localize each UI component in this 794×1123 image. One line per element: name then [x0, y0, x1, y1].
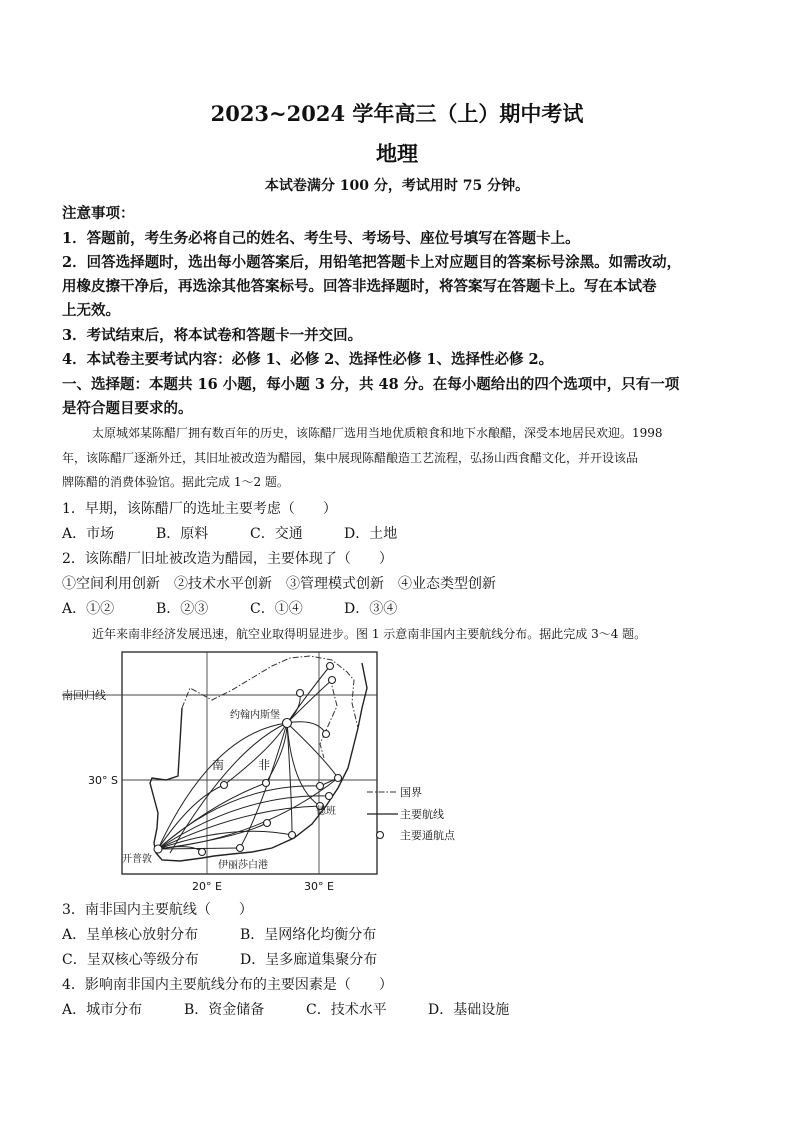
- option[interactable]: A．城市分布: [62, 1002, 143, 1018]
- country-label: 南: [212, 758, 225, 772]
- option[interactable]: C．交通: [250, 526, 303, 542]
- lon-label-20: 20° E: [192, 880, 222, 893]
- legend-airport-label: 主要通航点: [400, 829, 455, 842]
- city-label-johannesburg: 约翰内斯堡: [230, 710, 280, 721]
- city-label-port-elizabeth: 伊丽莎白港: [218, 860, 268, 871]
- passage-2: 近年来南非经济发展迅速，航空业取得明显进步。图 1 示意南非国内主要航线分布。据此完成 3～4 题。: [92, 627, 647, 641]
- airport: [326, 793, 333, 800]
- south-africa-route-map: [62, 648, 482, 896]
- option[interactable]: B．资金储备: [184, 1002, 265, 1018]
- country-label: 非: [258, 758, 271, 772]
- section-heading: 一、选择题：本题共 16 小题，每小题 3 分，共 48 分。在每小题给出的四个选项中，只有一项: [62, 376, 680, 393]
- lat-label: 30° S: [88, 774, 118, 787]
- airport: [323, 731, 330, 738]
- route: [158, 806, 320, 849]
- option[interactable]: D．基础设施: [428, 1002, 510, 1018]
- airport: [327, 663, 334, 670]
- question-3-stem: 3．南非国内主要航线（ ）: [62, 902, 253, 918]
- airport-cape-town: [154, 845, 162, 853]
- tropic-label: 南回归线: [62, 689, 106, 702]
- option[interactable]: C．技术水平: [306, 1002, 387, 1018]
- airport: [317, 783, 324, 790]
- map-frame: [122, 652, 377, 874]
- section-heading: 是符合题目要求的。: [62, 400, 193, 417]
- exam-subject: 地理: [376, 141, 418, 166]
- lon-label-30: 30° E: [304, 880, 334, 893]
- route: [287, 723, 338, 778]
- option[interactable]: B．呈网络化均衡分布: [240, 927, 377, 943]
- notice-line: 4．本试卷主要考试内容：必修 1、必修 2、选择性必修 1、选择性必修 2。: [62, 351, 554, 368]
- notice-line: 2．回答选择题时，选出每小题答案后，用铅笔把答题卡上对应题目的答案标号涂黑。如需改动，: [62, 254, 682, 271]
- question-3-options: [62, 949, 742, 969]
- airport: [289, 832, 296, 839]
- option[interactable]: C．呈双核心等级分布: [62, 952, 199, 968]
- route: [287, 666, 330, 723]
- route: [287, 723, 292, 835]
- airport: [263, 780, 270, 787]
- legend-route-label: 主要航线: [400, 808, 444, 821]
- question-2-options: [62, 598, 742, 618]
- legend-airport-symbol: [377, 832, 384, 839]
- passage-line: 年，该陈醋厂逐渐外迁，其旧址被改造为醋园，集中展现陈醋酿造工艺流程，弘扬山西食醋文化，并开设该品: [62, 451, 639, 465]
- city-label-cape-town: 开普敦: [122, 854, 152, 865]
- exam-title: 2023~2024 学年高三（上）期中考试: [210, 101, 584, 126]
- question-1-stem: 1．早期，该陈醋厂的选址主要考虑（ ）: [62, 501, 337, 517]
- option[interactable]: D．③④: [344, 601, 398, 617]
- option[interactable]: D．呈多廊道集聚分布: [240, 952, 378, 968]
- option[interactable]: B．②③: [156, 601, 209, 617]
- option[interactable]: D．土地: [344, 526, 398, 542]
- airport: [221, 782, 228, 789]
- option[interactable]: C．①④: [250, 601, 303, 617]
- map-legend: [367, 786, 456, 842]
- airport-johannesburg: [283, 719, 292, 728]
- question-2-items: ①空间利用创新 ②技术水平创新 ③管理模式创新 ④业态类型创新: [62, 576, 496, 592]
- route: [170, 723, 287, 853]
- airport: [335, 775, 342, 782]
- route: [158, 848, 240, 849]
- airport: [329, 677, 336, 684]
- question-1-options: [62, 523, 742, 543]
- legend-border-label: 国界: [400, 786, 422, 799]
- passage-line: 太原城郊某陈醋厂拥有数百年的历史，该陈醋厂选用当地优质粮食和地下水酿醋，深受本地居民欢迎。1998: [92, 426, 663, 440]
- airport: [199, 849, 206, 856]
- question-4-options: [62, 999, 742, 1019]
- exam-meta: 本试卷满分 100 分，考试用时 75 分钟。: [264, 178, 530, 194]
- airport: [264, 820, 271, 827]
- airports: [154, 663, 342, 856]
- notice-line: 3．考试结束后，将本试卷和答题卡一并交回。: [62, 327, 363, 344]
- option[interactable]: B．原料: [156, 526, 209, 542]
- route: [287, 680, 332, 723]
- question-4-stem: 4．影响南非国内主要航线分布的主要因素是（ ）: [62, 977, 393, 993]
- option[interactable]: A．市场: [62, 526, 115, 542]
- airport: [297, 690, 304, 697]
- notice-line: 用橡皮擦干净后，再选涂其他答案标号。回答非选择题时，将答案写在答题卡上。写在本试卷: [62, 278, 657, 295]
- option[interactable]: A．呈单核心放射分布: [62, 927, 199, 943]
- option[interactable]: A．①②: [62, 601, 115, 617]
- notice-line: 上无效。: [62, 302, 120, 319]
- notice-heading: 注意事项：: [62, 205, 135, 222]
- national-border: [320, 678, 337, 758]
- passage-line: 牌陈醋的消费体验馆。据此完成 1～2 题。: [62, 475, 289, 489]
- question-2-stem: 2．该陈醋厂旧址被改造为醋园，主要体现了（ ）: [62, 551, 393, 567]
- route: [287, 723, 320, 806]
- question-3-options: [62, 924, 742, 944]
- notice-line: 1．答题前，考生务必将自己的姓名、考生号、考场号、座位号填写在答题卡上。: [62, 230, 580, 247]
- airport-port-elizabeth: [237, 845, 244, 852]
- city-label-durban: 德班: [316, 806, 336, 817]
